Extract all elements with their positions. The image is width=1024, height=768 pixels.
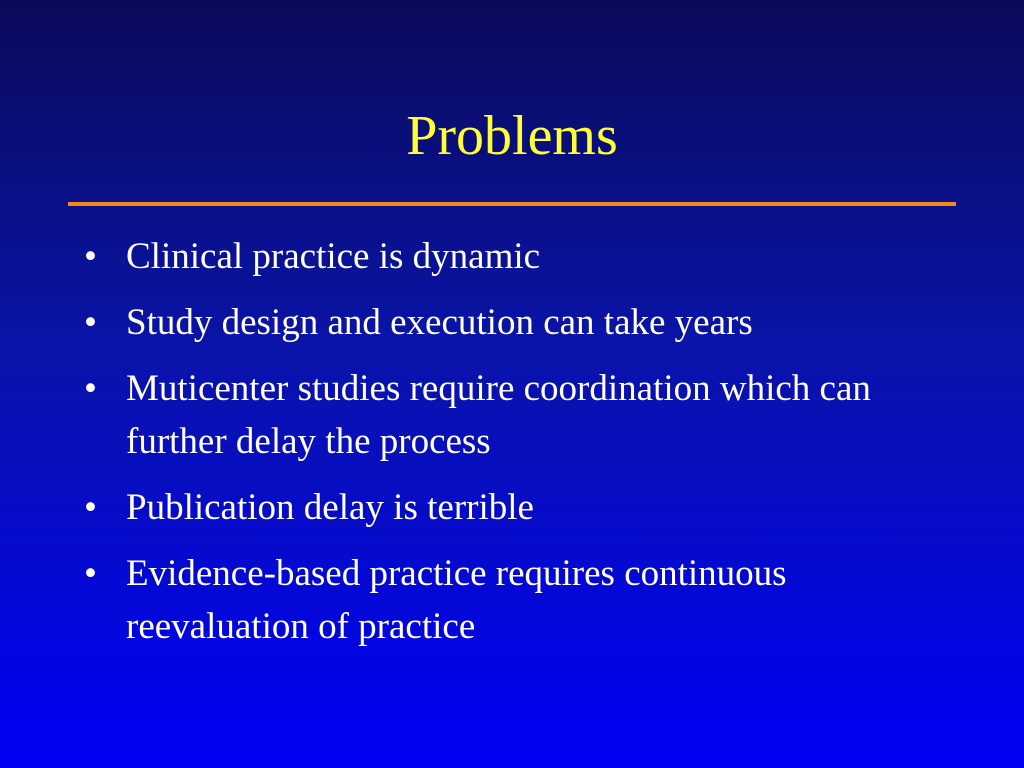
bullet-text: Clinical practice is dynamic	[126, 236, 541, 277]
slide-title: Problems	[406, 105, 618, 167]
bullet-icon: •	[84, 302, 97, 343]
bullet-item	[84, 296, 964, 349]
bullet-text: Publication delay is terrible	[126, 487, 534, 528]
bullet-list	[84, 230, 964, 666]
bullet-text: Evidence-based practice requires continuous reevaluation of practice	[126, 553, 787, 647]
bullet-item	[84, 547, 964, 653]
bullet-icon: •	[84, 236, 97, 277]
bullet-item	[84, 230, 964, 283]
bullet-icon: •	[84, 553, 97, 594]
title-divider	[68, 202, 956, 206]
bullet-item	[84, 362, 964, 468]
bullet-text: Muticenter studies require coordination which can further delay the process	[126, 368, 871, 462]
bullet-item	[84, 481, 964, 534]
bullet-icon: •	[84, 368, 97, 409]
bullet-text: Study design and execution can take years	[126, 302, 753, 343]
bullet-icon: •	[84, 487, 97, 528]
